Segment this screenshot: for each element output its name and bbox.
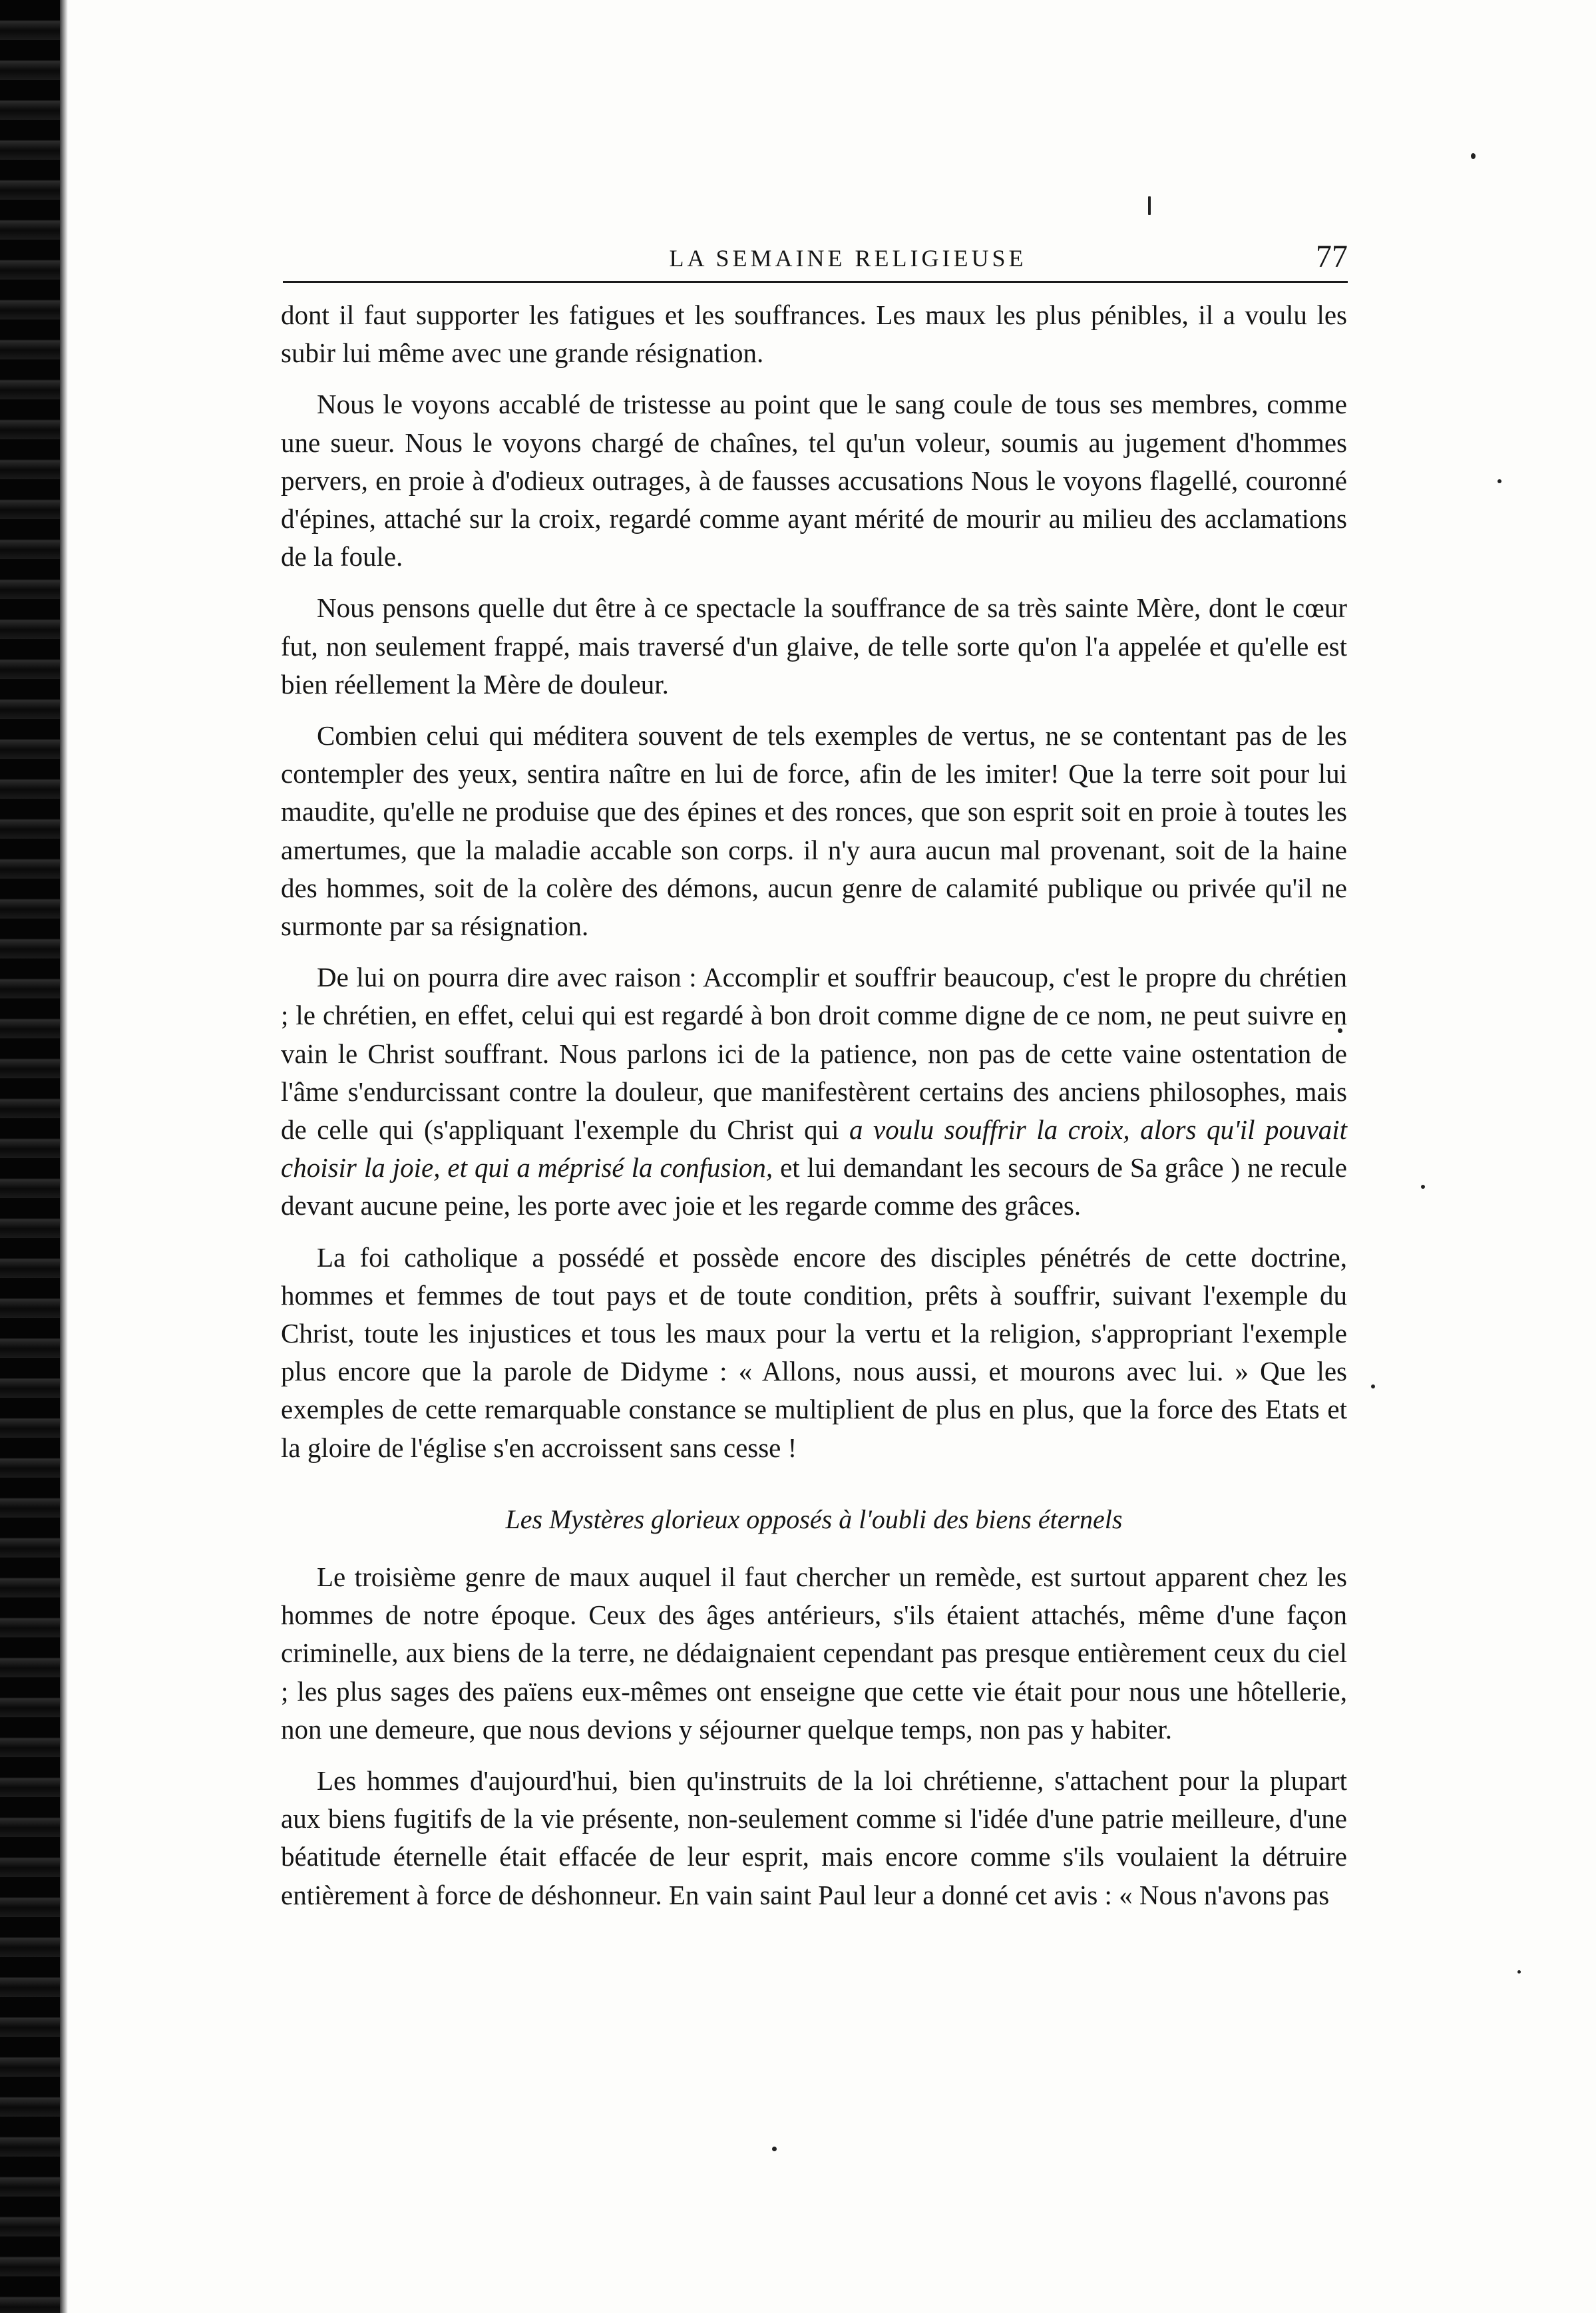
paragraph-text: et lui demandant les secours de Sa grâce ) ne recule devant aucune peine, les porte avec joie et les regarde comme des grâces.: [281, 1152, 1347, 1221]
body-text: [281, 296, 1347, 1928]
running-title: LA SEMAINE RELIGIEUSE: [669, 245, 1027, 272]
ink-speck: [1148, 196, 1151, 215]
paragraph: Nous le voyons accablé de tristesse au point que le sang coule de tous ses membres, comme une sueur. Nous le voyons chargé de chaînes, tel qu'un voleur, soumis au jugement d'hommes pervers, en proie à d'odieux outrages, à de fausses accusations Nous le voyons flagellé, couronné d'épines, attaché sur la croix, regardé comme ayant mérité de mourir au milieu des acclamations de la foule.: [281, 389, 1347, 572]
paragraph: Les hommes d'aujourd'hui, bien qu'instruits de la loi chrétienne, s'attachent pour la plupart aux biens fugitifs de la vie présente, non-seulement comme si l'idée d'une patrie meilleure, d'une béatitude éternelle était effacée de leur esprit, mais encore comme s'ils voulaient la détruire entièrement à force de déshonneur. En vain saint Paul leur a donné cet avis : « Nous n'avons pas: [281, 1765, 1347, 1910]
ink-speck: [1497, 479, 1501, 483]
paragraph: [281, 958, 1347, 1225]
paragraph: Combien celui qui méditera souvent de tels exemples de vertus, ne se contentant pas de les contempler des yeux, sentira naître en lui de force, afin de les imiter! Que la terre soit pour lui maudite, qu'elle ne produise que des épines et des ronces, que son esprit soit en proie à toutes les amertumes, que la maladie accable son corps. il n'y aura aucun mal provenant, soit de la haine des hommes, soit de la colère des démons, aucun genre de calamité publique ou privée qu'il ne surmonte par sa résignation.: [281, 720, 1347, 942]
page-number: 77: [1316, 239, 1348, 274]
section-title: Les Mystères glorieux opposés à l'oubli des biens éternels: [505, 1504, 1123, 1534]
paragraph-text: De lui on pourra dire avec raison : Accomplir et souffrir beaucoup, c'est le propre du chrétien ; le chrétien, en effet, celui qui est regardé à bon droit comme digne de ce nom, ne peut suivre en vain le Christ souffrant. Nous parlons ici de la patience, non pas de cette vaine ostentation de l'âme s'endurcissant contre la douleur, que manifestèrent certains des anciens philosophes, mais de celle qui (s'appliquant l'exemple du Christ qui: [281, 962, 1347, 1146]
paragraph: Le troisième genre de maux auquel il faut chercher un remède, est surtout apparent chez les hommes de notre époque. Ceux des âges antérieurs, s'ils étaient attachés, même d'une façon criminelle, aux biens de la terre, ne dédaignaient cependant pas presque entièrement ceux du ciel ; les plus sages des païens eux-mêmes ont enseigne que cette vie était pour nous une hôtellerie, non une demeure, que nous devions y séjourner quelque temps, non pas y habiter.: [281, 1561, 1347, 1745]
ink-speck: [1421, 1185, 1425, 1189]
ink-speck: [1471, 153, 1476, 159]
italic-quote: a voulu souffrir la croix, alors qu'il pouvait choisir la joie, et qui a méprisé la confusion,: [281, 1114, 1348, 1183]
ink-speck: [1371, 1384, 1375, 1388]
ink-speck: [772, 2147, 777, 2151]
page-header: [283, 241, 1348, 283]
ink-speck: [1517, 1970, 1521, 1974]
paragraph: dont il faut supporter les fatigues et les souffrances. Les maux les plus pénibles, il a voulu les subir lui même avec une grande résignation.: [281, 300, 1347, 369]
paragraph: Nous pensons quelle dut être à ce spectacle la souffrance de sa très sainte Mère, dont le cœur fut, non seulement frappé, mais traversé d'un glaive, de telle sorte qu'on l'a appelée et qu'elle est bien réellement la Mère de douleur.: [281, 592, 1347, 700]
paragraph: La foi catholique a possédé et possède encore des disciples pénétrés de cette doctrine, hommes et femmes de tout pays et de toute condition, prêts à souffrir, suivant l'exemple du Christ, toute les injustices et tous les maux pour la vertu et la religion, s'appropriant l'exemple plus encore que la parole de Didyme : « Allons, nous aussi, et mourons avec lui. » Que les exemples de cette remarquable constance se multiplient de plus en plus, que la force des Etats et la gloire de l'église s'en accroissent sans cesse !: [281, 1241, 1347, 1463]
book-binding-edge: [0, 0, 61, 2313]
